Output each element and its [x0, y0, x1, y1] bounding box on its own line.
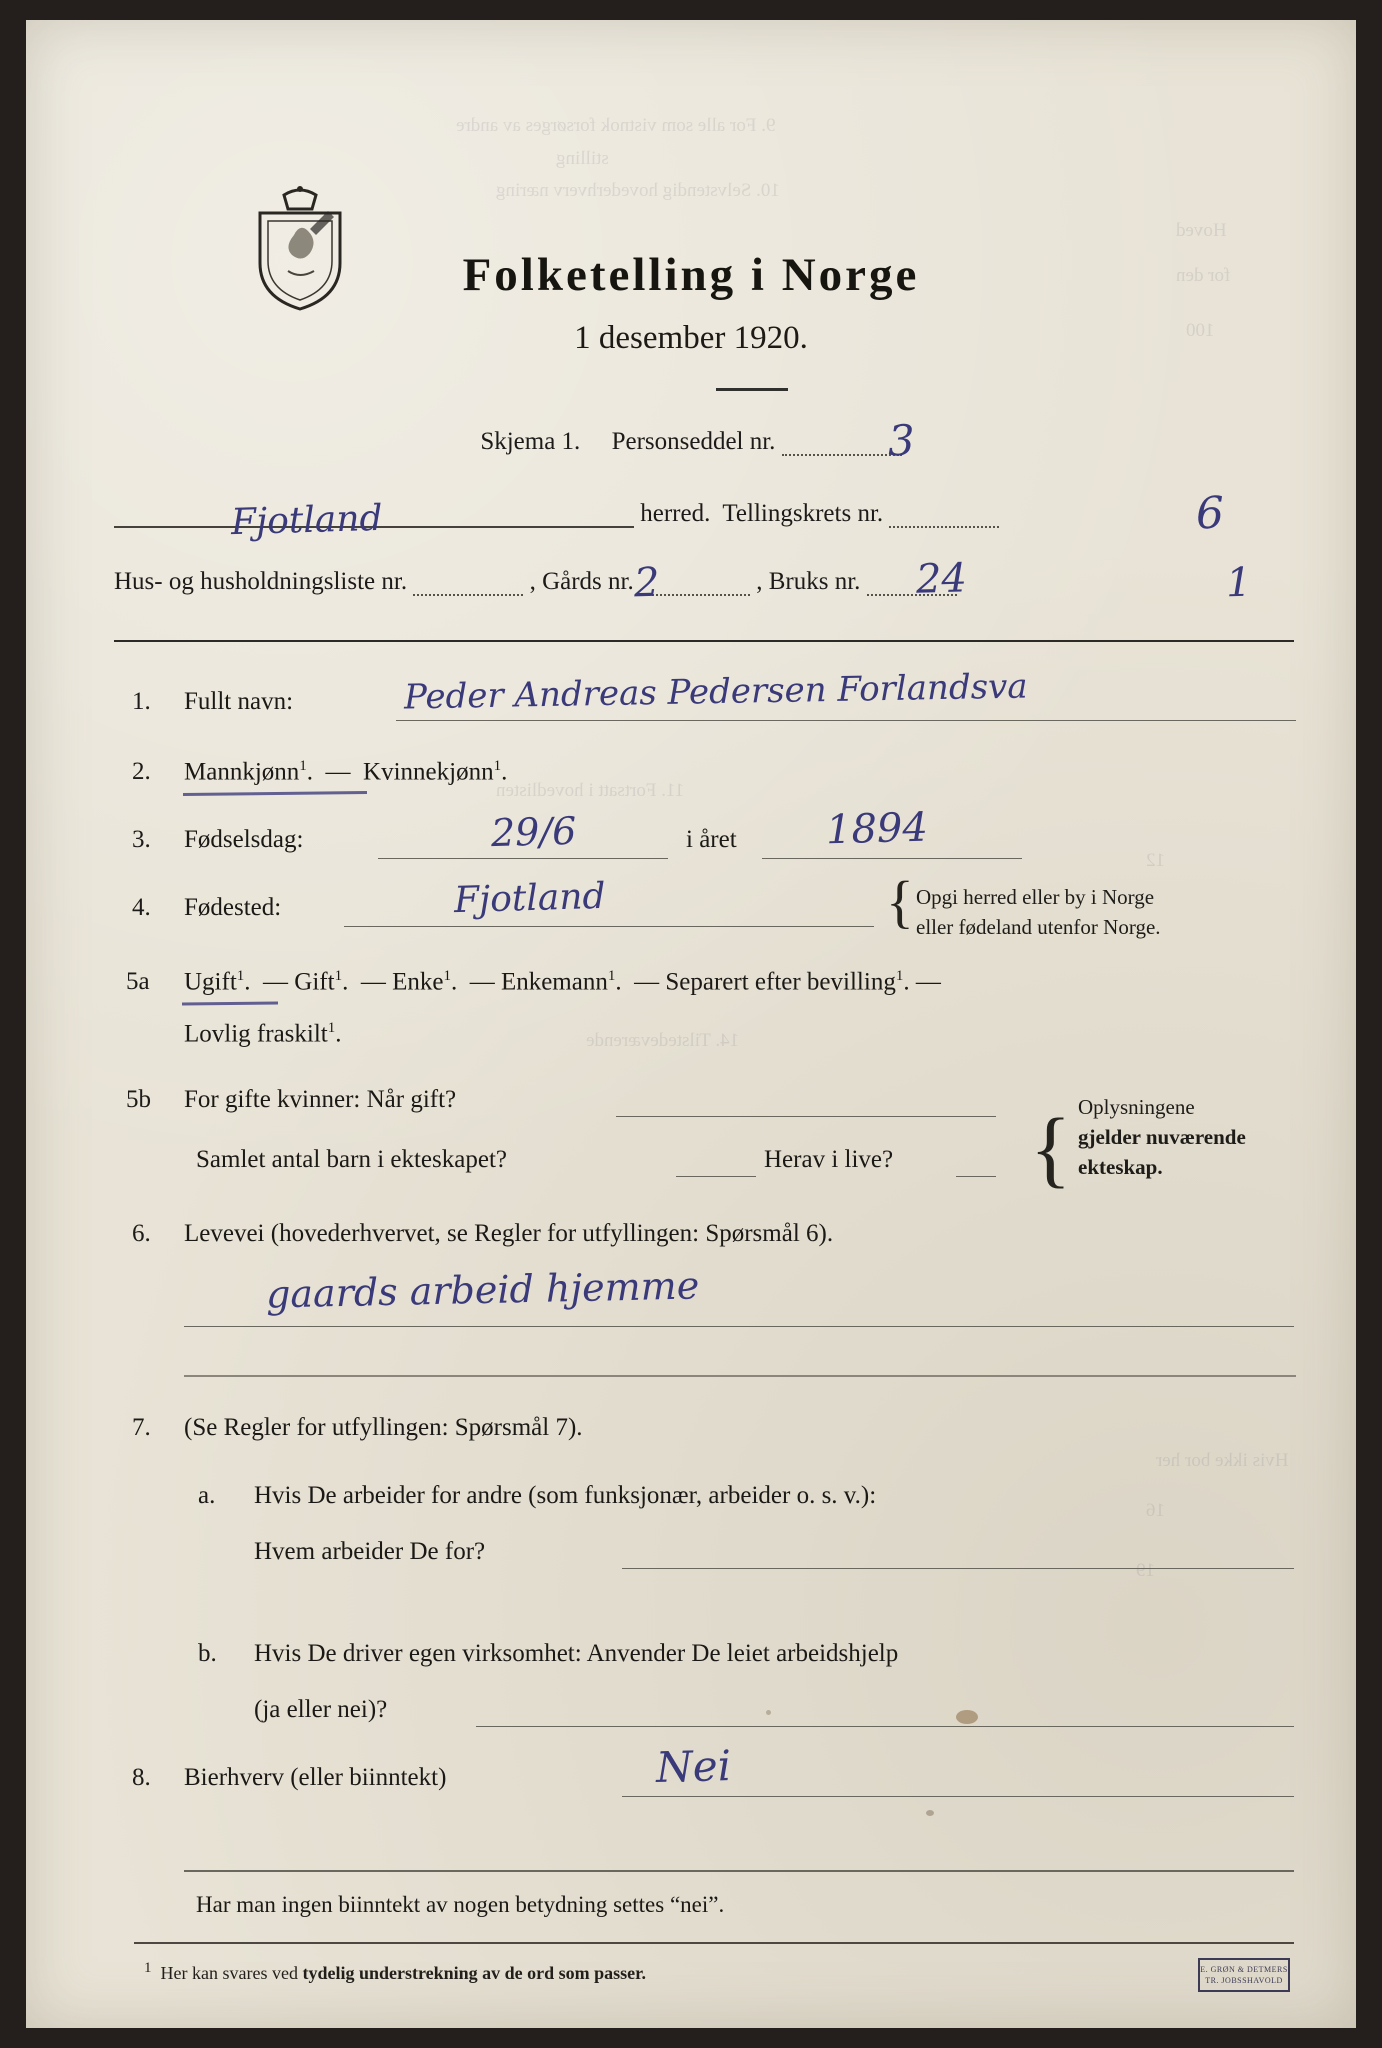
bleed-text: for den	[1176, 265, 1231, 286]
q3-label: Fødselsdag:	[184, 826, 304, 853]
tellingskrets-label: Tellingskrets nr.	[722, 500, 884, 527]
schema-number-value: 3	[887, 415, 916, 466]
q1-number: 1.	[132, 688, 151, 715]
q5b-number: 5b	[126, 1086, 151, 1113]
q5a-last-line: Lovlig fraskilt$^1$.	[184, 1020, 342, 1048]
q5b-children-line	[676, 1176, 756, 1177]
footnote	[144, 1960, 646, 1984]
q6-label: Levevei (hovederhvervet, se Regler for utfyllingen: Spørsmål 6).	[184, 1220, 834, 1247]
q5a-number: 5a	[126, 968, 150, 995]
schema-line	[26, 428, 1356, 456]
bleed-text: 10. Selvstendig hovederhverv næring	[496, 180, 780, 201]
q4-fill-line	[344, 926, 874, 927]
q3-day-line	[378, 858, 668, 859]
q1-value: Peder Andreas Pedersen Forlandsva	[403, 666, 1028, 718]
household-row	[114, 568, 1286, 596]
footnote-marker: 1	[144, 1960, 152, 1976]
printer-stamp	[1198, 1958, 1290, 1992]
q8-fill-line	[622, 1796, 1294, 1797]
paper-smudge	[956, 1710, 978, 1724]
q5a-option-enkemann: Enkemann	[500, 968, 608, 996]
household-number-value: 2	[633, 559, 661, 607]
paper-smudge	[926, 1810, 934, 1816]
paper-smudge	[766, 1710, 771, 1715]
herred-row	[114, 500, 1286, 528]
bleed-text: 16	[1146, 1500, 1165, 1521]
q7b-fill-line	[476, 1726, 1294, 1727]
q8-label: Bierhverv (eller biinntekt)	[184, 1764, 447, 1791]
bleed-text: 100	[1186, 320, 1215, 341]
q7b-sub-label: (ja eller nei)?	[254, 1696, 388, 1723]
q6-fill-line	[184, 1326, 1294, 1327]
q1-label: Fullt navn:	[184, 688, 294, 715]
page-subtitle: 1 desember 1920.	[574, 320, 808, 356]
q8-number: 8.	[132, 1764, 151, 1791]
footer-divider-top	[184, 1870, 1294, 1872]
bleed-text: 12	[1146, 850, 1165, 871]
q3-year-line	[762, 858, 1022, 859]
herred-label: herred.	[640, 500, 711, 527]
footnote-pre: Her kan svares ved	[160, 1963, 298, 1983]
q5a-marked-underline	[182, 1001, 278, 1005]
q5a-options: Ugift$^1$. — Gift$^1$. — Enke$^1$. — Enkemann$^1$. — Separert efter bevilling$^1$. —	[184, 968, 941, 996]
q4-note-line1: Opgi herred eller by i Norge	[916, 885, 1155, 909]
q1-fill-line	[396, 720, 1296, 721]
bleed-text: Hvis ikke bor her	[1156, 1450, 1289, 1471]
q5a-option-separert: Separert efter bevilling	[665, 968, 896, 996]
schema-prefix: Skjema 1.	[480, 428, 581, 455]
bleed-text: 14. Tilstedeværende	[586, 1030, 740, 1051]
bleed-text: 19	[1136, 1560, 1155, 1581]
farm-label: , Gårds nr.	[529, 568, 634, 595]
q6-section-divider	[184, 1375, 1296, 1377]
q3-year-value: 1894	[825, 804, 929, 854]
bruks-number-value: 1	[1225, 559, 1253, 607]
q5a-option-ugift: Ugift	[184, 968, 237, 996]
census-form-page	[26, 20, 1356, 2028]
q5a-option-gift: Gift	[294, 968, 335, 996]
q7-number: 7.	[132, 1414, 151, 1441]
section-divider	[114, 640, 1294, 642]
stamp-line-2: TR. JOBSSHAVOLD	[1205, 1976, 1283, 1985]
q6-number: 6.	[132, 1220, 151, 1247]
q7a-letter: a.	[198, 1482, 216, 1509]
q4-note-line2: eller fødeland utenfor Norge.	[916, 915, 1161, 939]
q4-brace: {	[886, 869, 914, 934]
q7a-fill-line	[622, 1568, 1294, 1569]
farm-number-value: 24	[915, 555, 968, 603]
tellingskrets-number-value: 6	[1195, 487, 1225, 540]
q5b-alive-line	[956, 1176, 996, 1177]
bleed-text: 9. For alle som vistnok forsørges av andre	[456, 115, 776, 136]
q3-year-label: i året	[686, 826, 737, 853]
q5b-alive-label: Herav i live?	[764, 1146, 894, 1173]
q5b-brace: {	[1030, 1100, 1072, 1196]
bleed-text: Hoved	[1176, 220, 1227, 241]
q4-note	[916, 882, 1161, 942]
q5b-fill-line	[616, 1116, 996, 1117]
q7b-label: Hvis De driver egen virksomhet: Anvender De leiet arbeidshjelp	[254, 1640, 899, 1667]
footer-reminder: Har man ingen biinntekt av nogen betydning settes “nei”.	[196, 1892, 725, 1917]
household-label: Hus- og husholdningsliste nr.	[114, 568, 408, 595]
q5b-note	[1078, 1092, 1246, 1182]
herred-value: Fjotland	[230, 497, 384, 544]
q6-value: gaards arbeid hjemme	[265, 1263, 700, 1317]
q5b-children-label: Samlet antal barn i ekteskapet?	[196, 1146, 507, 1173]
footer-divider-bottom	[134, 1942, 1294, 1944]
q2-options: Mannkjønn$^1$. — Kvinnekjønn$^1$.	[184, 758, 508, 786]
bleed-text: stilling	[556, 148, 609, 169]
q4-label: Fødested:	[184, 894, 282, 921]
q7b-letter: b.	[198, 1640, 217, 1667]
schema-label: Personseddel nr.	[611, 428, 776, 455]
q3-number: 3.	[132, 826, 151, 853]
q2-marked-underline	[183, 791, 367, 796]
q7-label: (Se Regler for utfyllingen: Spørsmål 7).	[184, 1414, 583, 1441]
q7a-sub-label: Hvem arbeider De for?	[254, 1538, 486, 1565]
q4-number: 4.	[132, 894, 151, 921]
q2-male-label: Mannkjønn	[184, 758, 300, 786]
q3-day-value: 29/6	[490, 808, 577, 856]
q7a-label: Hvis De arbeider for andre (som funksjonær, arbeider o. s. v.):	[254, 1482, 877, 1509]
bruks-label: , Bruks nr.	[756, 568, 861, 595]
q5a-option-fraskilt: Lovlig fraskilt	[184, 1020, 328, 1048]
q5b-label: For gifte kvinner: Når gift?	[184, 1086, 457, 1113]
q2-number: 2.	[132, 758, 151, 785]
q2-female-label: Kvinnekjønn	[363, 758, 494, 786]
stamp-line-1: E. GRØN & DETMERS	[1200, 1965, 1288, 1974]
page-title: Folketelling i Norge	[462, 249, 920, 301]
bleed-text: 11. Fortsatt i hovedlisten	[496, 780, 685, 801]
q8-value: Nei	[655, 1740, 732, 1793]
q5b-note-line3: ekteskap.	[1078, 1155, 1163, 1179]
q5b-note-line1: Oplysningene	[1078, 1095, 1195, 1119]
q5a-option-enke: Enke	[392, 968, 444, 996]
q5b-note-line2: gjelder nuværende	[1078, 1125, 1246, 1149]
title-divider	[716, 388, 788, 391]
q4-value: Fjotland	[453, 875, 607, 922]
footnote-bold: tydelig understrekning av de ord som passer.	[302, 1963, 646, 1983]
